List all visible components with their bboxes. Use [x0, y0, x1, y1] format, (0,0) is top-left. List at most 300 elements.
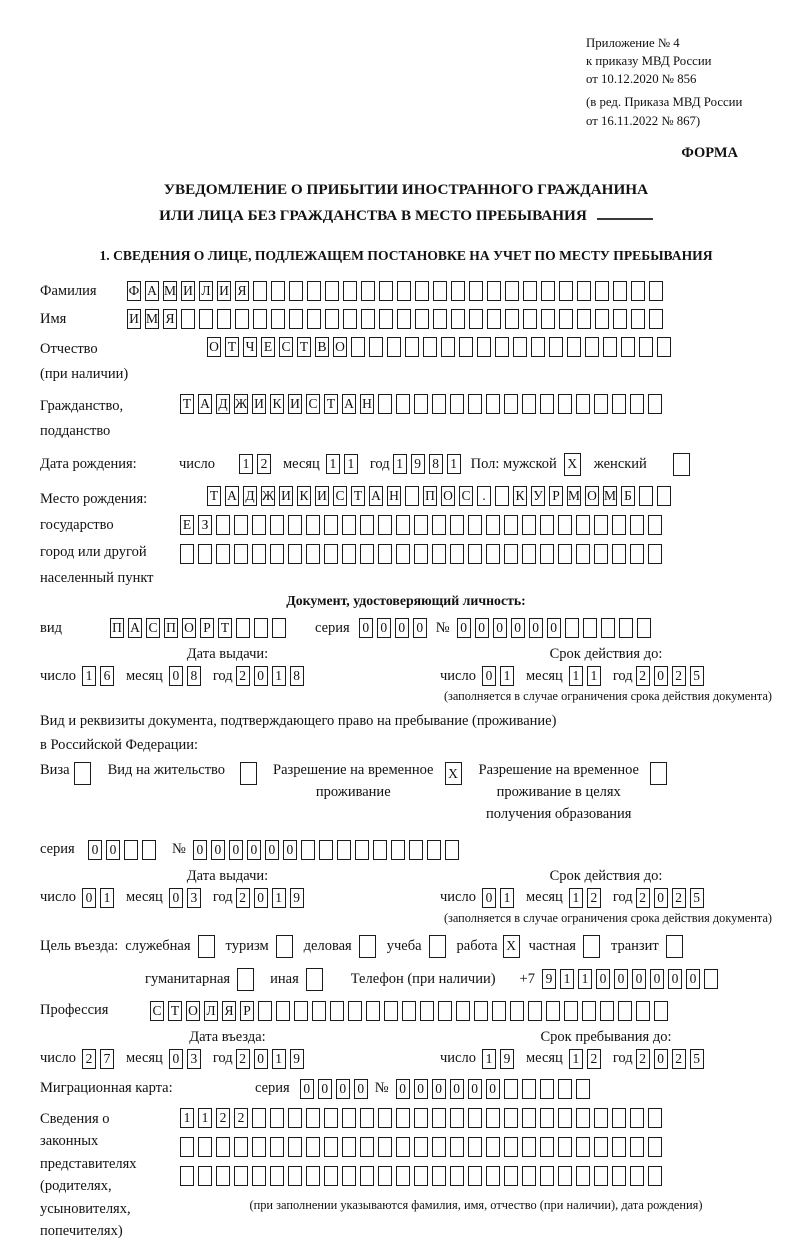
- char-cell[interactable]: С: [459, 486, 473, 506]
- char-cell[interactable]: [306, 1108, 320, 1128]
- char-cell[interactable]: [432, 1166, 446, 1186]
- char-cell[interactable]: [594, 544, 608, 564]
- char-cell[interactable]: [630, 1108, 644, 1128]
- char-cell[interactable]: [504, 1137, 518, 1157]
- char-cell[interactable]: 0: [283, 840, 297, 860]
- char-cell[interactable]: [288, 1166, 302, 1186]
- char-cell[interactable]: [469, 281, 483, 301]
- char-cell[interactable]: [648, 515, 662, 535]
- char-cell[interactable]: [541, 309, 555, 329]
- char-cell[interactable]: Т: [351, 486, 365, 506]
- char-cell[interactable]: [531, 337, 545, 357]
- char-cell[interactable]: [337, 840, 351, 860]
- char-cell[interactable]: [342, 1166, 356, 1186]
- char-cell[interactable]: [396, 1108, 410, 1128]
- char-cell[interactable]: Р: [200, 618, 214, 638]
- char-cell[interactable]: [559, 281, 573, 301]
- char-cell[interactable]: 2: [236, 888, 250, 908]
- entry-day-cells[interactable]: [82, 1049, 114, 1069]
- phone-cells[interactable]: [542, 969, 718, 989]
- edu-permit-checkbox[interactable]: [650, 762, 667, 785]
- char-cell[interactable]: [567, 337, 581, 357]
- char-cell[interactable]: [342, 1137, 356, 1157]
- char-cell[interactable]: [558, 1137, 572, 1157]
- char-cell[interactable]: 2: [672, 1049, 686, 1069]
- char-cell[interactable]: [180, 1166, 194, 1186]
- char-cell[interactable]: Я: [163, 309, 177, 329]
- char-cell[interactable]: [468, 1166, 482, 1186]
- stay-until-year-cells[interactable]: [636, 1049, 704, 1069]
- char-cell[interactable]: [639, 337, 653, 357]
- char-cell[interactable]: 0: [247, 840, 261, 860]
- char-cell[interactable]: [495, 337, 509, 357]
- char-cell[interactable]: 8: [187, 666, 201, 686]
- char-cell[interactable]: С: [150, 1001, 164, 1021]
- char-cell[interactable]: 1: [326, 454, 340, 474]
- surname-cells[interactable]: [127, 281, 663, 301]
- char-cell[interactable]: [379, 281, 393, 301]
- char-cell[interactable]: [594, 1166, 608, 1186]
- char-cell[interactable]: Р: [240, 1001, 254, 1021]
- char-cell[interactable]: Т: [324, 394, 338, 414]
- char-cell[interactable]: [427, 840, 441, 860]
- residence-permit-checkbox[interactable]: [240, 762, 257, 785]
- birth-place-row2-cells[interactable]: [180, 515, 662, 535]
- char-cell[interactable]: [510, 1001, 524, 1021]
- char-cell[interactable]: [522, 515, 536, 535]
- char-cell[interactable]: 0: [596, 969, 610, 989]
- entry-year-cells[interactable]: [236, 1049, 304, 1069]
- char-cell[interactable]: М: [603, 486, 617, 506]
- char-cell[interactable]: 2: [82, 1049, 96, 1069]
- char-cell[interactable]: [504, 1079, 518, 1099]
- char-cell[interactable]: Я: [235, 281, 249, 301]
- char-cell[interactable]: [288, 515, 302, 535]
- char-cell[interactable]: [289, 281, 303, 301]
- char-cell[interactable]: [180, 1137, 194, 1157]
- char-cell[interactable]: [271, 309, 285, 329]
- char-cell[interactable]: [648, 394, 662, 414]
- char-cell[interactable]: 0: [468, 1079, 482, 1099]
- char-cell[interactable]: Е: [261, 337, 275, 357]
- char-cell[interactable]: [343, 309, 357, 329]
- char-cell[interactable]: [546, 1001, 560, 1021]
- char-cell[interactable]: 0: [254, 666, 268, 686]
- char-cell[interactable]: К: [270, 394, 284, 414]
- char-cell[interactable]: [216, 515, 230, 535]
- char-cell[interactable]: 1: [560, 969, 574, 989]
- char-cell[interactable]: [504, 544, 518, 564]
- char-cell[interactable]: О: [441, 486, 455, 506]
- char-cell[interactable]: [252, 544, 266, 564]
- char-cell[interactable]: [456, 1001, 470, 1021]
- char-cell[interactable]: А: [342, 394, 356, 414]
- char-cell[interactable]: [595, 281, 609, 301]
- char-cell[interactable]: [576, 1137, 590, 1157]
- char-cell[interactable]: Ф: [127, 281, 141, 301]
- char-cell[interactable]: Т: [207, 486, 221, 506]
- char-cell[interactable]: [528, 1001, 542, 1021]
- char-cell[interactable]: [540, 1166, 554, 1186]
- char-cell[interactable]: [324, 1108, 338, 1128]
- char-cell[interactable]: [414, 544, 428, 564]
- char-cell[interactable]: [369, 337, 383, 357]
- char-cell[interactable]: [450, 544, 464, 564]
- purpose-business-checkbox[interactable]: [198, 935, 215, 958]
- char-cell[interactable]: О: [182, 618, 196, 638]
- char-cell[interactable]: [414, 1166, 428, 1186]
- char-cell[interactable]: 1: [180, 1108, 194, 1128]
- char-cell[interactable]: 1: [198, 1108, 212, 1128]
- char-cell[interactable]: 0: [300, 1079, 314, 1099]
- char-cell[interactable]: [469, 309, 483, 329]
- char-cell[interactable]: Т: [180, 394, 194, 414]
- char-cell[interactable]: Ж: [234, 394, 248, 414]
- char-cell[interactable]: 3: [187, 1049, 201, 1069]
- char-cell[interactable]: [612, 394, 626, 414]
- doc-valid-month-cells[interactable]: [569, 666, 601, 686]
- char-cell[interactable]: [522, 1137, 536, 1157]
- char-cell[interactable]: [612, 1137, 626, 1157]
- char-cell[interactable]: 1: [393, 454, 407, 474]
- char-cell[interactable]: [522, 394, 536, 414]
- stay-issue-month-cells[interactable]: [169, 888, 201, 908]
- char-cell[interactable]: [438, 1001, 452, 1021]
- profession-cells[interactable]: [150, 1001, 668, 1021]
- birth-day-cells[interactable]: [239, 454, 271, 474]
- char-cell[interactable]: [236, 618, 250, 638]
- char-cell[interactable]: 5: [690, 1049, 704, 1069]
- char-cell[interactable]: 0: [547, 618, 561, 638]
- char-cell[interactable]: 1: [82, 666, 96, 686]
- purpose-private-checkbox[interactable]: [583, 935, 600, 958]
- char-cell[interactable]: А: [145, 281, 159, 301]
- char-cell[interactable]: 0: [169, 888, 183, 908]
- char-cell[interactable]: [301, 840, 315, 860]
- char-cell[interactable]: [306, 1166, 320, 1186]
- char-cell[interactable]: 8: [429, 454, 443, 474]
- char-cell[interactable]: [558, 394, 572, 414]
- char-cell[interactable]: [487, 281, 501, 301]
- char-cell[interactable]: [433, 281, 447, 301]
- legal-reps-row3-cells[interactable]: [180, 1166, 662, 1186]
- char-cell[interactable]: 5: [690, 888, 704, 908]
- char-cell[interactable]: [486, 515, 500, 535]
- char-cell[interactable]: [324, 515, 338, 535]
- char-cell[interactable]: [342, 544, 356, 564]
- char-cell[interactable]: [576, 1166, 590, 1186]
- char-cell[interactable]: 2: [587, 1049, 601, 1069]
- char-cell[interactable]: 1: [569, 888, 583, 908]
- char-cell[interactable]: [540, 515, 554, 535]
- char-cell[interactable]: [396, 1166, 410, 1186]
- legal-reps-row1-cells[interactable]: [180, 1108, 662, 1128]
- char-cell[interactable]: [198, 1166, 212, 1186]
- char-cell[interactable]: С: [146, 618, 160, 638]
- char-cell[interactable]: 0: [654, 1049, 668, 1069]
- char-cell[interactable]: [648, 1166, 662, 1186]
- char-cell[interactable]: [361, 309, 375, 329]
- char-cell[interactable]: 0: [193, 840, 207, 860]
- char-cell[interactable]: 0: [654, 888, 668, 908]
- char-cell[interactable]: [420, 1001, 434, 1021]
- char-cell[interactable]: Н: [387, 486, 401, 506]
- char-cell[interactable]: [504, 515, 518, 535]
- char-cell[interactable]: О: [207, 337, 221, 357]
- char-cell[interactable]: [468, 1137, 482, 1157]
- char-cell[interactable]: [391, 840, 405, 860]
- char-cell[interactable]: [648, 544, 662, 564]
- char-cell[interactable]: [486, 1166, 500, 1186]
- char-cell[interactable]: X: [564, 453, 581, 476]
- char-cell[interactable]: Р: [549, 486, 563, 506]
- char-cell[interactable]: Е: [180, 515, 194, 535]
- char-cell[interactable]: [504, 1166, 518, 1186]
- char-cell[interactable]: [432, 1108, 446, 1128]
- char-cell[interactable]: И: [288, 394, 302, 414]
- char-cell[interactable]: 1: [272, 888, 286, 908]
- char-cell[interactable]: К: [513, 486, 527, 506]
- char-cell[interactable]: 9: [411, 454, 425, 474]
- migration-series-cells[interactable]: [300, 1079, 368, 1099]
- char-cell[interactable]: И: [217, 281, 231, 301]
- char-cell[interactable]: [558, 515, 572, 535]
- char-cell[interactable]: [523, 281, 537, 301]
- char-cell[interactable]: 1: [447, 454, 461, 474]
- char-cell[interactable]: [630, 515, 644, 535]
- char-cell[interactable]: [270, 515, 284, 535]
- char-cell[interactable]: [486, 1137, 500, 1157]
- char-cell[interactable]: [612, 544, 626, 564]
- purpose-transit-checkbox[interactable]: [666, 935, 683, 958]
- char-cell[interactable]: [198, 544, 212, 564]
- char-cell[interactable]: 7: [100, 1049, 114, 1069]
- char-cell[interactable]: [252, 1137, 266, 1157]
- char-cell[interactable]: .: [477, 486, 491, 506]
- char-cell[interactable]: [558, 1108, 572, 1128]
- char-cell[interactable]: [468, 515, 482, 535]
- char-cell[interactable]: [294, 1001, 308, 1021]
- char-cell[interactable]: [330, 1001, 344, 1021]
- char-cell[interactable]: Т: [297, 337, 311, 357]
- char-cell[interactable]: [366, 1001, 380, 1021]
- char-cell[interactable]: [253, 281, 267, 301]
- char-cell[interactable]: [234, 1166, 248, 1186]
- char-cell[interactable]: [324, 544, 338, 564]
- char-cell[interactable]: [522, 1079, 536, 1099]
- char-cell[interactable]: [343, 281, 357, 301]
- char-cell[interactable]: [396, 1137, 410, 1157]
- char-cell[interactable]: И: [181, 281, 195, 301]
- char-cell[interactable]: 1: [587, 666, 601, 686]
- char-cell[interactable]: [378, 1166, 392, 1186]
- char-cell[interactable]: [630, 1137, 644, 1157]
- char-cell[interactable]: Д: [243, 486, 257, 506]
- char-cell[interactable]: И: [252, 394, 266, 414]
- purpose-work-checkbox[interactable]: [503, 935, 520, 958]
- char-cell[interactable]: [451, 281, 465, 301]
- char-cell[interactable]: П: [110, 618, 124, 638]
- char-cell[interactable]: 2: [587, 888, 601, 908]
- char-cell[interactable]: 2: [672, 666, 686, 686]
- char-cell[interactable]: [74, 762, 91, 785]
- char-cell[interactable]: С: [279, 337, 293, 357]
- char-cell[interactable]: [289, 309, 303, 329]
- char-cell[interactable]: В: [315, 337, 329, 357]
- char-cell[interactable]: [216, 1166, 230, 1186]
- char-cell[interactable]: [576, 394, 590, 414]
- char-cell[interactable]: [450, 515, 464, 535]
- char-cell[interactable]: [522, 1108, 536, 1128]
- char-cell[interactable]: [378, 515, 392, 535]
- char-cell[interactable]: [612, 515, 626, 535]
- char-cell[interactable]: [307, 309, 321, 329]
- char-cell[interactable]: [583, 618, 597, 638]
- char-cell[interactable]: [704, 969, 718, 989]
- char-cell[interactable]: [565, 618, 579, 638]
- char-cell[interactable]: 0: [377, 618, 391, 638]
- char-cell[interactable]: [199, 309, 213, 329]
- char-cell[interactable]: [198, 1137, 212, 1157]
- char-cell[interactable]: 0: [211, 840, 225, 860]
- char-cell[interactable]: Н: [360, 394, 374, 414]
- char-cell[interactable]: [397, 281, 411, 301]
- char-cell[interactable]: [576, 544, 590, 564]
- char-cell[interactable]: [486, 1108, 500, 1128]
- char-cell[interactable]: [577, 281, 591, 301]
- char-cell[interactable]: [619, 618, 633, 638]
- char-cell[interactable]: [378, 1137, 392, 1157]
- char-cell[interactable]: [450, 1137, 464, 1157]
- char-cell[interactable]: 0: [475, 618, 489, 638]
- char-cell[interactable]: Л: [204, 1001, 218, 1021]
- char-cell[interactable]: [396, 515, 410, 535]
- char-cell[interactable]: М: [567, 486, 581, 506]
- char-cell[interactable]: 2: [236, 1049, 250, 1069]
- char-cell[interactable]: 2: [216, 1108, 230, 1128]
- char-cell[interactable]: 2: [234, 1108, 248, 1128]
- char-cell[interactable]: [258, 1001, 272, 1021]
- char-cell[interactable]: [576, 1079, 590, 1099]
- char-cell[interactable]: [594, 1108, 608, 1128]
- char-cell[interactable]: Т: [218, 618, 232, 638]
- char-cell[interactable]: [276, 935, 293, 958]
- char-cell[interactable]: [432, 394, 446, 414]
- char-cell[interactable]: [361, 281, 375, 301]
- char-cell[interactable]: 0: [396, 1079, 410, 1099]
- sex-female-checkbox[interactable]: [673, 453, 690, 476]
- char-cell[interactable]: [594, 1137, 608, 1157]
- char-cell[interactable]: 0: [450, 1079, 464, 1099]
- char-cell[interactable]: [217, 309, 231, 329]
- citizenship-cells[interactable]: [180, 394, 662, 414]
- doc-issue-year-cells[interactable]: [236, 666, 304, 686]
- char-cell[interactable]: 0: [82, 888, 96, 908]
- char-cell[interactable]: 0: [486, 1079, 500, 1099]
- char-cell[interactable]: [558, 1166, 572, 1186]
- char-cell[interactable]: [306, 1137, 320, 1157]
- doc-issue-day-cells[interactable]: [82, 666, 114, 686]
- char-cell[interactable]: [505, 309, 519, 329]
- char-cell[interactable]: [673, 453, 690, 476]
- purpose-tourism-checkbox[interactable]: [276, 935, 293, 958]
- char-cell[interactable]: [540, 1079, 554, 1099]
- char-cell[interactable]: [486, 544, 500, 564]
- char-cell[interactable]: 9: [290, 888, 304, 908]
- char-cell[interactable]: 1: [482, 1049, 496, 1069]
- char-cell[interactable]: 1: [100, 888, 114, 908]
- char-cell[interactable]: 0: [654, 666, 668, 686]
- char-cell[interactable]: 0: [395, 618, 409, 638]
- char-cell[interactable]: [582, 1001, 596, 1021]
- char-cell[interactable]: 0: [413, 618, 427, 638]
- char-cell[interactable]: 9: [290, 1049, 304, 1069]
- char-cell[interactable]: [487, 309, 501, 329]
- char-cell[interactable]: [523, 309, 537, 329]
- char-cell[interactable]: 1: [578, 969, 592, 989]
- char-cell[interactable]: 2: [257, 454, 271, 474]
- char-cell[interactable]: [270, 544, 284, 564]
- char-cell[interactable]: [414, 1108, 428, 1128]
- char-cell[interactable]: 0: [354, 1079, 368, 1099]
- doc-kind-cells[interactable]: [110, 618, 286, 638]
- char-cell[interactable]: 0: [686, 969, 700, 989]
- char-cell[interactable]: 0: [265, 840, 279, 860]
- char-cell[interactable]: Т: [225, 337, 239, 357]
- char-cell[interactable]: 9: [542, 969, 556, 989]
- doc-number-cells[interactable]: [457, 618, 651, 638]
- char-cell[interactable]: [384, 1001, 398, 1021]
- char-cell[interactable]: 0: [254, 1049, 268, 1069]
- char-cell[interactable]: [252, 1108, 266, 1128]
- char-cell[interactable]: 1: [272, 666, 286, 686]
- char-cell[interactable]: [576, 1108, 590, 1128]
- char-cell[interactable]: [576, 515, 590, 535]
- temp-permit-checkbox[interactable]: [445, 762, 462, 785]
- char-cell[interactable]: [613, 281, 627, 301]
- stay-doc-series-cells[interactable]: [88, 840, 156, 860]
- char-cell[interactable]: 3: [187, 888, 201, 908]
- char-cell[interactable]: [649, 281, 663, 301]
- char-cell[interactable]: [649, 309, 663, 329]
- char-cell[interactable]: [355, 840, 369, 860]
- char-cell[interactable]: [631, 281, 645, 301]
- char-cell[interactable]: [216, 1137, 230, 1157]
- stay-valid-day-cells[interactable]: [482, 888, 514, 908]
- stay-valid-month-cells[interactable]: [569, 888, 601, 908]
- char-cell[interactable]: [559, 309, 573, 329]
- char-cell[interactable]: 1: [569, 1049, 583, 1069]
- char-cell[interactable]: Я: [222, 1001, 236, 1021]
- char-cell[interactable]: [637, 618, 651, 638]
- char-cell[interactable]: [319, 840, 333, 860]
- char-cell[interactable]: [270, 1166, 284, 1186]
- char-cell[interactable]: [379, 309, 393, 329]
- char-cell[interactable]: [657, 337, 671, 357]
- char-cell[interactable]: [270, 1108, 284, 1128]
- char-cell[interactable]: [324, 1137, 338, 1157]
- char-cell[interactable]: [234, 1137, 248, 1157]
- char-cell[interactable]: [613, 309, 627, 329]
- char-cell[interactable]: Б: [621, 486, 635, 506]
- char-cell[interactable]: [432, 515, 446, 535]
- char-cell[interactable]: [639, 486, 653, 506]
- char-cell[interactable]: [360, 1166, 374, 1186]
- char-cell[interactable]: [468, 544, 482, 564]
- char-cell[interactable]: [666, 935, 683, 958]
- char-cell[interactable]: [621, 337, 635, 357]
- char-cell[interactable]: 0: [106, 840, 120, 860]
